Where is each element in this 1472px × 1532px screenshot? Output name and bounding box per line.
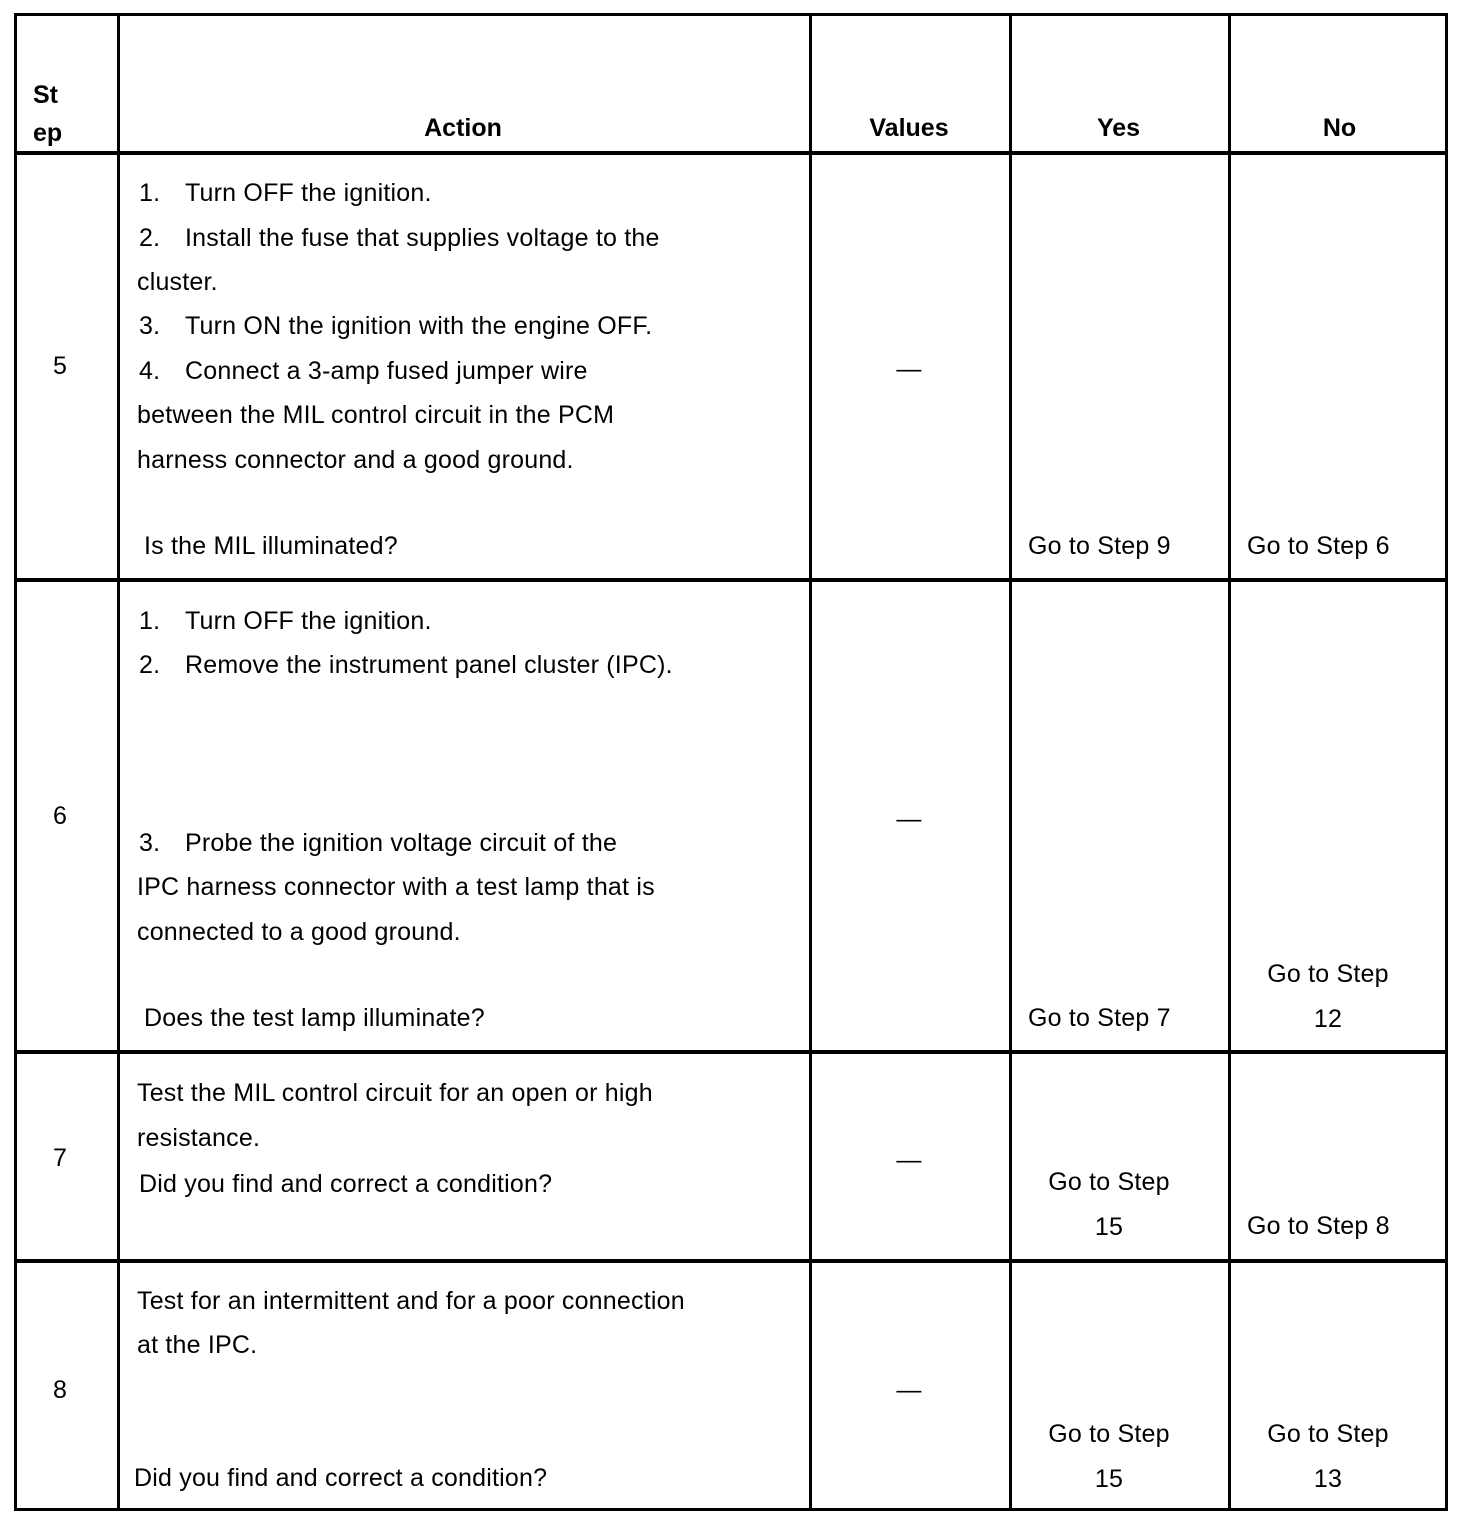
no-cell-line: Go to Step (1267, 960, 1389, 988)
header-step (33, 76, 62, 152)
action-line: connected to a good ground. (137, 918, 461, 946)
column-divider (809, 16, 812, 1508)
action-num: 1. (139, 179, 161, 207)
step-number: 8 (52, 1376, 68, 1404)
header-values: Values (869, 114, 949, 142)
action-question: Is the MIL illuminated? (144, 532, 398, 560)
yes-cell-line: Go to Step (1048, 1420, 1170, 1448)
action-line: harness connector and a good ground. (137, 446, 574, 474)
values-cell: — (896, 1376, 922, 1404)
action-line: resistance. (137, 1124, 261, 1152)
action-line (137, 171, 432, 216)
action-num: 1. (139, 607, 161, 635)
no-cell-line: 12 (1313, 1004, 1343, 1033)
action-question: Did you find and correct a condition? (139, 1170, 553, 1198)
row-divider (17, 1050, 1445, 1054)
action-text: Install the fuse that supplies voltage to the (185, 224, 660, 252)
action-line (137, 821, 617, 866)
header-action: Action (424, 114, 502, 142)
yes-cell-line: 15 (1094, 1212, 1124, 1241)
no-cell (1228, 952, 1428, 1041)
values-cell: — (896, 1146, 922, 1174)
no-cell-line: Go to Step (1267, 1420, 1389, 1448)
action-line (137, 349, 588, 394)
action-text: Turn ON the ignition with the engine OFF. (185, 312, 653, 340)
no-cell: Go to Step 6 (1247, 532, 1390, 560)
action-line: Test the MIL control circuit for an open or high (137, 1079, 653, 1107)
no-cell-line: 13 (1313, 1464, 1343, 1493)
column-divider (1228, 16, 1231, 1508)
diagnostic-table (14, 13, 1448, 1511)
action-text: Connect a 3-amp fused jumper wire (185, 357, 588, 385)
action-line: between the MIL control circuit in the PCM (137, 401, 615, 429)
action-num: 2. (139, 224, 161, 252)
action-line: cluster. (137, 268, 218, 296)
action-num: 4. (139, 357, 161, 385)
yes-cell: Go to Step 9 (1028, 532, 1171, 560)
action-line (137, 599, 432, 644)
step-number: 6 (52, 802, 68, 830)
action-text: Turn OFF the ignition. (185, 607, 432, 635)
no-cell (1228, 1412, 1428, 1501)
yes-cell (1009, 1412, 1209, 1501)
values-cell: — (896, 355, 922, 383)
action-line (137, 216, 660, 261)
yes-cell: Go to Step 7 (1028, 1004, 1171, 1032)
column-divider (1009, 16, 1012, 1508)
yes-cell (1009, 1160, 1209, 1249)
no-cell: Go to Step 8 (1247, 1212, 1390, 1240)
header-yes: Yes (1096, 114, 1141, 142)
header-no: No (1322, 114, 1357, 142)
action-line: at the IPC. (137, 1331, 258, 1359)
step-number: 7 (52, 1144, 68, 1172)
step-number: 5 (52, 352, 68, 380)
row-divider (17, 151, 1445, 155)
action-num: 3. (139, 312, 161, 340)
action-text: Remove the instrument panel cluster (IPC). (185, 651, 673, 679)
yes-cell-line: Go to Step (1048, 1168, 1170, 1196)
action-question: Did you find and correct a condition? (134, 1464, 548, 1492)
action-line (137, 304, 652, 349)
action-num: 3. (139, 829, 161, 857)
header-step-line1: St (33, 81, 58, 109)
action-question: Does the test lamp illuminate? (144, 1004, 485, 1032)
action-line (137, 643, 673, 688)
row-divider (17, 1259, 1445, 1263)
action-line: Test for an intermittent and for a poor connection (137, 1287, 685, 1315)
action-line: IPC harness connector with a test lamp that is (137, 873, 655, 901)
header-step-line2: ep (33, 119, 63, 147)
values-cell: — (896, 805, 922, 833)
action-num: 2. (139, 651, 161, 679)
column-divider (117, 16, 120, 1508)
action-text: Turn OFF the ignition. (185, 179, 432, 207)
yes-cell-line: 15 (1094, 1464, 1124, 1493)
action-text: Probe the ignition voltage circuit of the (185, 829, 618, 857)
row-divider (17, 578, 1445, 582)
